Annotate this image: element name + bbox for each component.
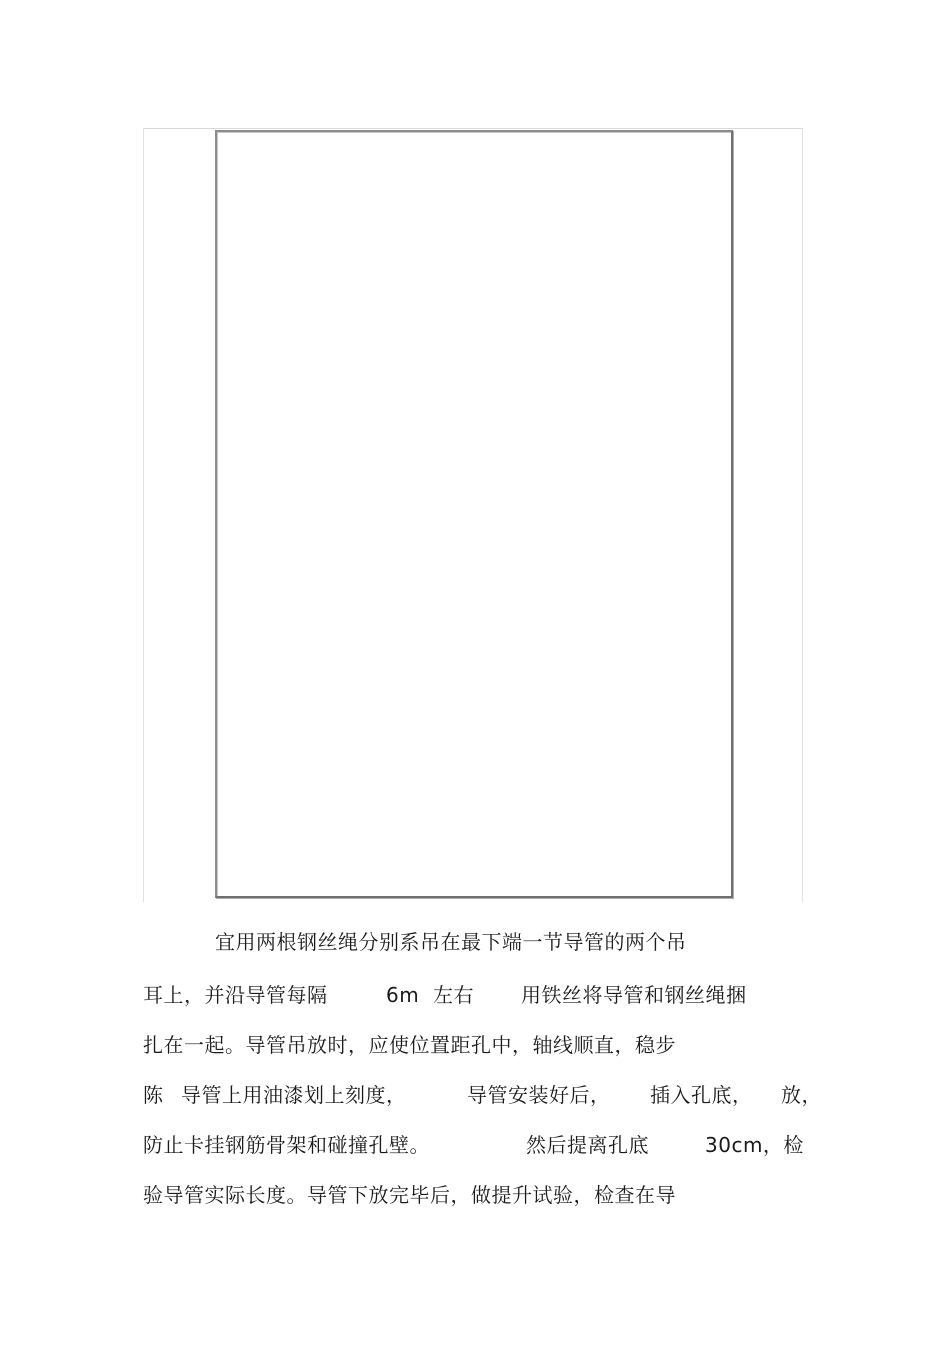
- text-segment: 耳上，并沿导管每隔: [143, 983, 328, 1007]
- text-segment: 然后提离孔底: [526, 1133, 649, 1157]
- text-segment: 防止卡挂钢筋骨架和碰撞孔壁。: [143, 1133, 430, 1157]
- figure-placeholder: [215, 130, 733, 898]
- text-segment: 导管安装好后，: [467, 1083, 611, 1107]
- text-segment: 左右: [433, 983, 474, 1007]
- text-segment: 放，: [781, 1083, 822, 1107]
- text-segment: 验导管实际长度。导管下放完毕后，做提升试验，检查在导: [143, 1183, 676, 1207]
- paragraph-line-3: [143, 1033, 676, 1081]
- text-segment: 用铁丝将导管和钢丝绳捆: [521, 983, 747, 1007]
- text-segment: 陈: [143, 1083, 164, 1107]
- text-segment: 扎在一起。导管吊放时，应使位置距孔中，轴线顺直，稳步: [143, 1033, 676, 1057]
- text-segment: 30cm，检: [705, 1133, 804, 1157]
- paragraph-line-6: [143, 1183, 676, 1231]
- text-segment: 6m: [386, 983, 420, 1007]
- paragraph-line-1: [143, 930, 687, 978]
- text-segment: 宜用两根钢丝绳分别系吊在最下端一节导管的两个吊: [215, 930, 687, 954]
- text-segment: 插入孔底，: [650, 1083, 753, 1107]
- text-segment: 导管上用油漆划上刻度，: [181, 1083, 407, 1107]
